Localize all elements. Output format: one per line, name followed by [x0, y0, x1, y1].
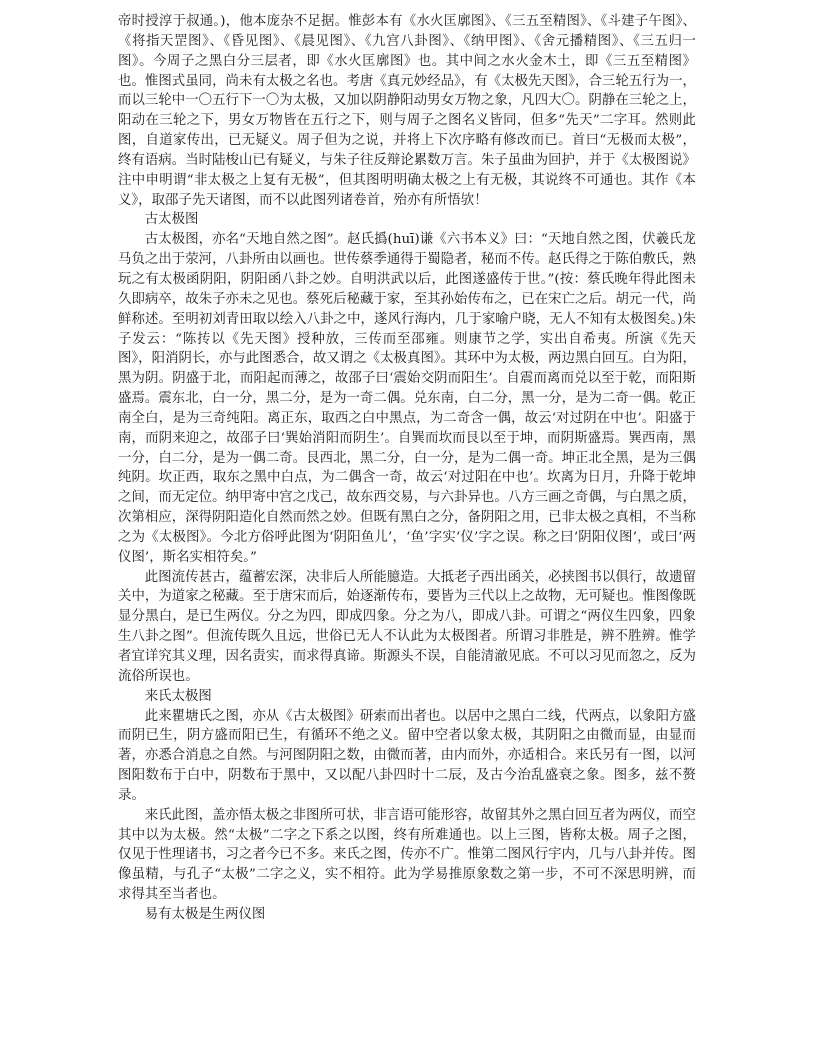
section-heading-two-modes: 易有太极是生两仪图 [144, 906, 266, 922]
paragraph-continuation: 帝时授淳于叔通。)，他本庞杂不足据。惟彭本有《水火匡廓图》、《三五至精图》、《斗建子午图》、《将指天罡图》、《昏见图》、《晨见图》、《九宫八卦图》、《纳甲图》、《舍元播精图》、《三五归一图》。今周子之黑白分三层者，即《水火匡廓图》也。其中间之水火金木土，即《三五至精图》也。惟图式虽同，尚未有太极之名也。考唐《真元妙经品》，有《太极先天图》，合三轮五行为一，而以三轮中一〇五行下一〇为太极，又加以阴静阳动男女万物之象，凡四大〇。阴静在三轮之上，阳动在三轮之下，男女万物皆在五行之下，则与周子之图名义皆同，但多“先天”二字耳。然则此图，自道家传出，已无疑义。周子但为之说，并将上下次序略有修改而已。首曰“无极而太极”，终有语病。当时陆梭山已有疑义，与朱子往反辩论累数万言。朱子虽曲为回护，并于《太极图说》注中申明谓“非太极之上复有无极”，但其图明明确太极之上有无极，其说终不可通也。其作《本义》，取邵子先天诸图，而不以此图列诸卷首，殆亦有所悟欤！ [118, 14, 696, 208]
paragraph-lai-diagram: 此来瞿塘氏之图，亦从《古太极图》研索而出者也。以居中之黑白二线，代两点，以象阳方盛而阴已生，阴方盛而阳已生，有循环不绝之义。留中空者以象太极，其阴阳之由微而显，由显而著，亦悉合消息之自然。与河图阴阳之数，由微而著，由内而外，亦适相合。来氏另有一图，以河图阳数布于白中，阴数布于黑中，又以配八卦四时十二辰，及古今治乱盛衰之象。图多，兹不赘录。 [118, 708, 696, 803]
paragraph-transmission: 此图流传甚古，蕴蓄宏深，决非后人所能臆造。大抵老子西出函关，必挟图书以俱行，故遗留关中，为道家之秘藏。至于唐宋而后，始逐渐传布，要皆为三代以上之故物，无可疑也。惟图像既显分黑白，是已生两仪。分之为四，即成四象。分之为八，即成八卦。可谓之“两仪生四象，四象生八卦之图”。但流传既久且远，世俗已无人不认此为太极图者。所谓习非胜是，辨不胜辨。惟学者宜详究其义理，因名责实，而求得真谛。斯源头不误，自能清澈见底。不可以习见而忽之，反为流俗所误也。 [118, 569, 696, 684]
paragraph-lai-commentary: 来氏此图，盖亦悟太极之非图所可状，非言语可能形容，故留其外之黑白回互者为两仪，而空其中以为太极。然“太极”二字之下系之以图，终有所难通也。以上三图，皆称太极。周子之图，仅见于性理诸书，习之者今已不多。来氏之图，传亦不广。惟第二图风行宇内，几与八卦并传。图像虽精，与孔子“太极”二字之义，实不相符。此为学易推原象数之第一步，不可不深思明辨，而求得其至当者也。 [118, 807, 696, 903]
section-heading-lai-taiji: 来氏太极图 [144, 688, 212, 704]
paragraph-ancient-taiji: 古太极图，亦名“天地自然之图”。赵氏撝(huī)谦《六书本义》曰：“天地自然之图，伏羲氏龙马负之出于荥河，八卦所由以画也。世传蔡季通得于蜀隐者，秘而不传。赵氏得之于陈伯敷氏，熟玩之有太极函阴阳，阴阳函八卦之妙。自明洪武以后，此图遂盛传于世。”(按：蔡氏晚年得此图未久即病卒，故朱子亦未之见也。蔡死后秘藏于家，至其孙始传布之，已在宋亡之后。胡元一代，尚鲜称述。至明初刘青田取以绘入八卦之中，遂风行海内，几于家喻户晓，无人不知有太极图矣。)朱子发云：“陈抟以《先天图》授种放，三传而至邵雍。则康节之学，实出自希夷。所演《先天图》，阳消阴长，亦与此图悉合，故又谓之《太极真图》。其环中为太极，两边黑白回互。白为阳，黑为阴。阴盛于北，而阳起而薄之，故邵子曰‘震始交阴而阳生’。自震而离而兑以至于乾，而阳斯盛焉。震东北，白一分，黑二分，是为一奇二偶。兑东南，白二分，黑一分，是为二奇一偶。乾正南全白，是为三奇纯阳。离正东，取西之白中黑点，为二奇含一偶，故云‘对过阴在中也’。阳盛于南，而阴来迎之，故邵子曰‘巽始消阳而阴生’。自巽而坎而艮以至于坤，而阴斯盛焉。巽西南，黑一分，白二分，是为一偶二奇。艮西北，黑二分，白一分，是为二偶一奇。坤正北全黑，是为三偶纯阴。坎正西，取东之黑中白点，为二偶含一奇，故云‘对过阳在中也’。坎离为日月，升降于乾坤之间，而无定位。纳甲寄中宫之戊己，故东西交易，与六卦异也。八方三画之奇偶，与白黑之质，次第相应，深得阴阳造化自然而然之妙。但既有黑白之分，备阴阳之用，已非太极之真相，不当称之为《太极图》。今北方俗呼此图为‘阴阳鱼儿’，‘鱼’字实‘仪’字之误。称之曰‘阴阳仪图’，或曰‘两仪图’，斯名实相符矣。” [118, 232, 696, 565]
document-page [118, 12, 696, 925]
section-heading-ancient-taiji: 古太极图 [144, 212, 199, 228]
